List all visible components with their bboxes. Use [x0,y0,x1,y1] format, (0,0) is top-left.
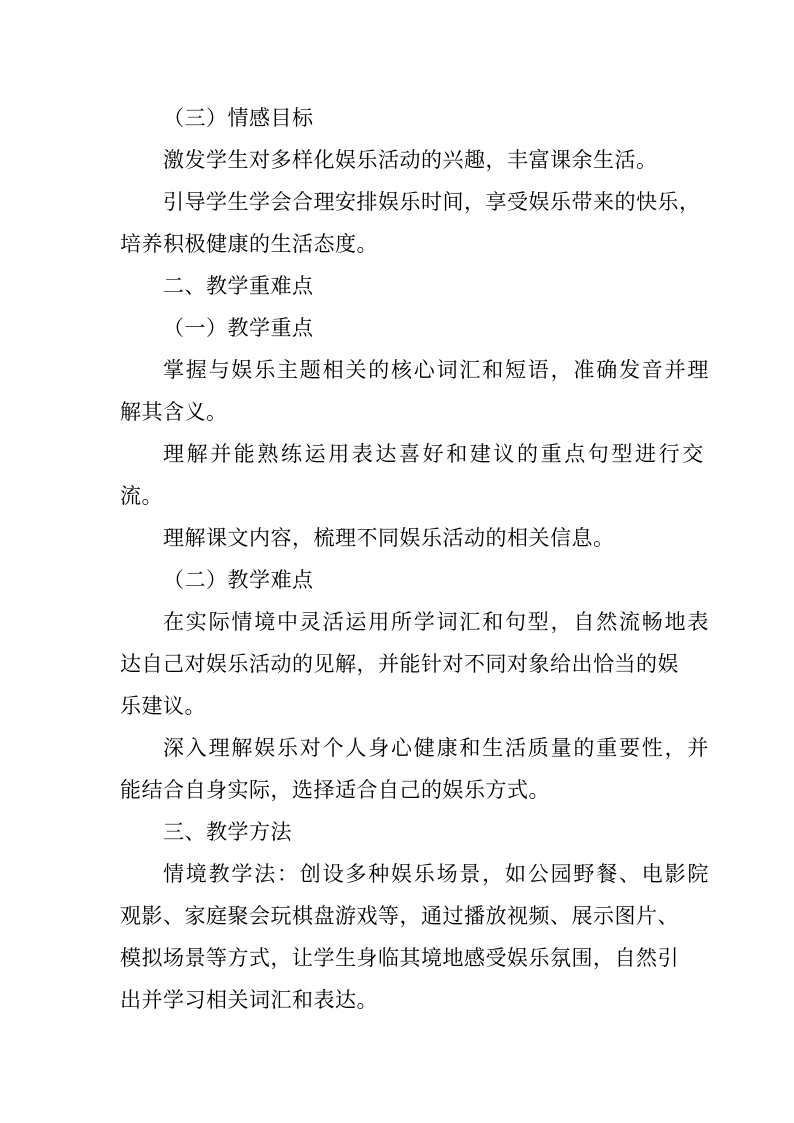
paragraph-line: 出并学习相关词汇和表达。 [120,988,378,1012]
paragraph-line: 深入理解娱乐对个人身心健康和生活质量的重要性，并 [163,736,711,760]
paragraph-line: 乐建议。 [120,694,206,718]
section-heading-difficult-points: （二）教学难点 [163,568,314,592]
paragraph-line: 掌握与娱乐主题相关的核心词汇和短语，准确发音并理 [163,358,711,382]
section-heading-key-difficult-points: 二、教学重难点 [163,274,314,298]
paragraph-line: 培养积极健康的生活态度。 [120,232,378,256]
section-heading-affective-goals: （三）情感目标 [163,106,314,130]
paragraph-line: 理解课文内容，梳理不同娱乐活动的相关信息。 [163,526,615,550]
section-heading-key-points: （一）教学重点 [163,316,314,340]
paragraph-line: 观影、家庭聚会玩棋盘游戏等，通过播放视频、展示图片、 [120,904,679,928]
paragraph-line: 达自己对娱乐活动的见解，并能针对不同对象给出恰当的娱 [120,652,679,676]
paragraph-line: 激发学生对多样化娱乐活动的兴趣，丰富课余生活。 [163,148,658,172]
paragraph-line: 理解并能熟练运用表达喜好和建议的重点句型进行交 [163,442,706,466]
paragraph-line: 在实际情境中灵活运用所学词汇和句型，自然流畅地表 [163,610,711,634]
paragraph-line: 流。 [120,484,163,508]
paragraph-line: 能结合自身实际，选择适合自己的娱乐方式。 [120,778,550,802]
paragraph-line: 模拟场景等方式，让学生身临其境地感受娱乐氛围，自然引 [120,946,679,970]
section-heading-teaching-methods: 三、教学方法 [163,820,292,844]
paragraph-line: 情境教学法：创设多种娱乐场景，如公园野餐、电影院 [163,862,711,886]
paragraph-line: 引导学生学会合理安排娱乐时间，享受娱乐带来的快乐， [163,190,701,214]
paragraph-line: 解其含义。 [120,400,228,424]
